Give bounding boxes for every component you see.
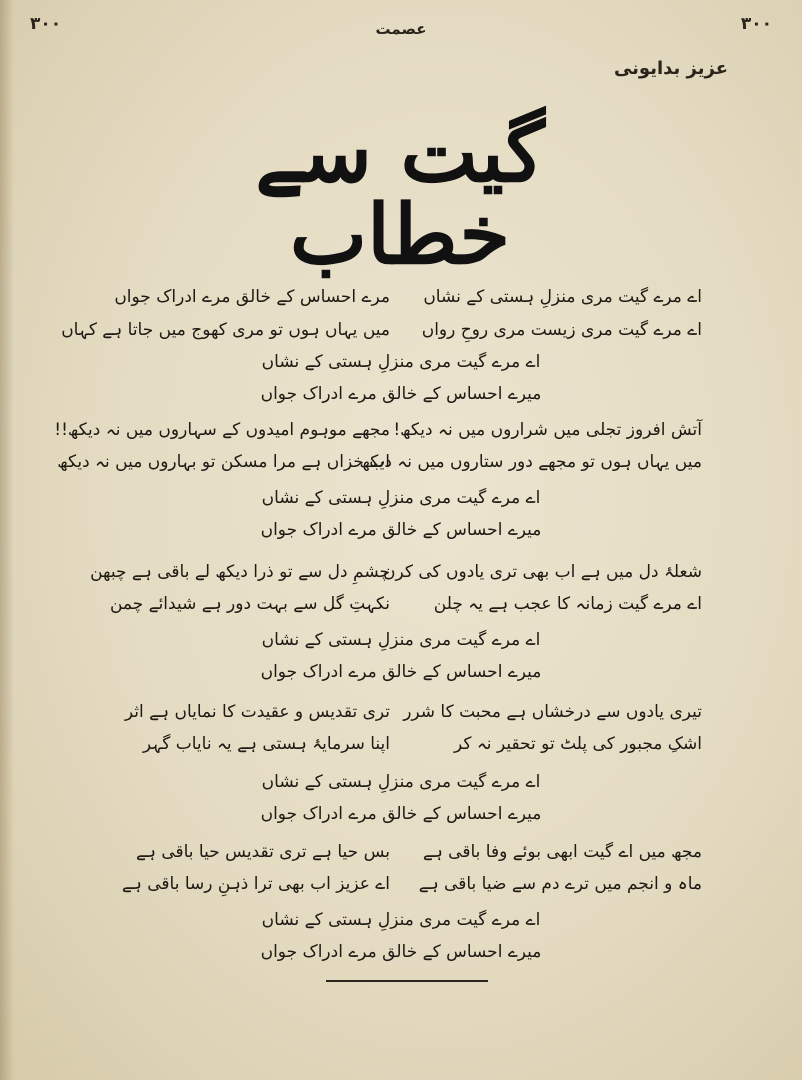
verse-line-second-hemistich: نکہتِ گل سے بہت دور ہے شیدائے چمن — [109, 594, 390, 614]
refrain-line: اے مرے گیت مری منزلِ ہستی کے نشاں — [261, 352, 541, 372]
verse-line-first-hemistich: میں یہاں ہوں تو مجھے دور ستاروں میں نہ دیکھ — [359, 452, 702, 472]
verse-line-second-hemistich: اے عزیز اب بھی ترا ذہنِ رسا باقی ہے — [121, 874, 390, 894]
verse-line-second-hemistich: مجھے موہوم امیدوں کے سہاروں میں نہ دیکھ!! — [54, 420, 390, 440]
end-rule — [326, 980, 488, 982]
running-head: عصمت — [375, 20, 427, 38]
verse-line-first-hemistich: تیری یادوں سے درخشاں ہے محبت کا شرر — [403, 702, 702, 722]
verse-line-second-hemistich: اپنا سرمایۂ ہستی ہے یہ نایاب گہر — [142, 734, 390, 754]
verse-line-first-hemistich: مجھ میں اے گیت ابھی بوئے وفا باقی ہے — [422, 842, 702, 862]
refrain-line: اے مرے گیت مری منزلِ ہستی کے نشاں — [261, 630, 541, 650]
verse-line-first-hemistich: آتش افروز تجلی میں شراروں میں نہ دیکھ! — [393, 420, 702, 440]
verse-line-first-hemistich: اشکِ مجبور کی پلٹ تو تحقیر نہ کر — [453, 734, 702, 754]
refrain-line: میرے احساس کے خالق مرے ادراک جواں — [260, 942, 542, 962]
verse-line-second-hemistich: چشمِ دل سے تو ذرا دیکھ لے باقی ہے چبھن — [90, 562, 390, 582]
verse-line-first-hemistich: شعلۂ دل میں ہے اب بھی تری یادوں کی کرن — [383, 562, 702, 582]
verse-line-first-hemistich: اے مرے گیت مری منزلِ ہستی کے نشاں — [423, 287, 702, 307]
verse-line-first-hemistich: اے مرے گیت مری زیست مری روحِ رواں — [421, 320, 702, 340]
verse-line-second-hemistich: مرے احساس کے خالق مرے ادراک جواں — [114, 287, 390, 307]
page-number-left: ٣٠٠ — [30, 14, 62, 34]
refrain-line: اے مرے گیت مری منزلِ ہستی کے نشاں — [261, 772, 541, 792]
verse-line-second-hemistich: اب خزاں ہے مرا مسکن تو بہاروں میں نہ دیکھ — [57, 452, 390, 472]
verse-line-first-hemistich: اے مرے گیت زمانہ کا عجب ہے یہ چلن — [433, 594, 702, 614]
page-number-right: ٣٠٠ — [740, 14, 772, 34]
refrain-line: میرے احساس کے خالق مرے ادراک جواں — [260, 804, 542, 824]
verse-line-second-hemistich: تری تقدیس و عقیدت کا نمایاں ہے اثر — [124, 702, 390, 722]
refrain-line: میرے احساس کے خالق مرے ادراک جواں — [260, 520, 542, 540]
author-name: عزیز بدایونی — [613, 58, 728, 79]
refrain-line: اے مرے گیت مری منزلِ ہستی کے نشاں — [261, 488, 541, 508]
verse-line-second-hemistich: میں یہاں ہوں تو مری کھوج میں جاتا ہے کہاں — [61, 320, 390, 340]
verse-line-second-hemistich: بس حیا ہے تری تقدیس حیا باقی ہے — [136, 842, 390, 862]
refrain-line: میرے احساس کے خالق مرے ادراک جواں — [260, 384, 542, 404]
refrain-line: میرے احساس کے خالق مرے ادراک جواں — [260, 662, 542, 682]
verse-line-first-hemistich: ماہ و انجم میں ترے دم سے ضیا باقی ہے — [418, 874, 702, 894]
poem-title: گیت سے خطاب — [255, 105, 545, 283]
refrain-line: اے مرے گیت مری منزلِ ہستی کے نشاں — [261, 910, 541, 930]
